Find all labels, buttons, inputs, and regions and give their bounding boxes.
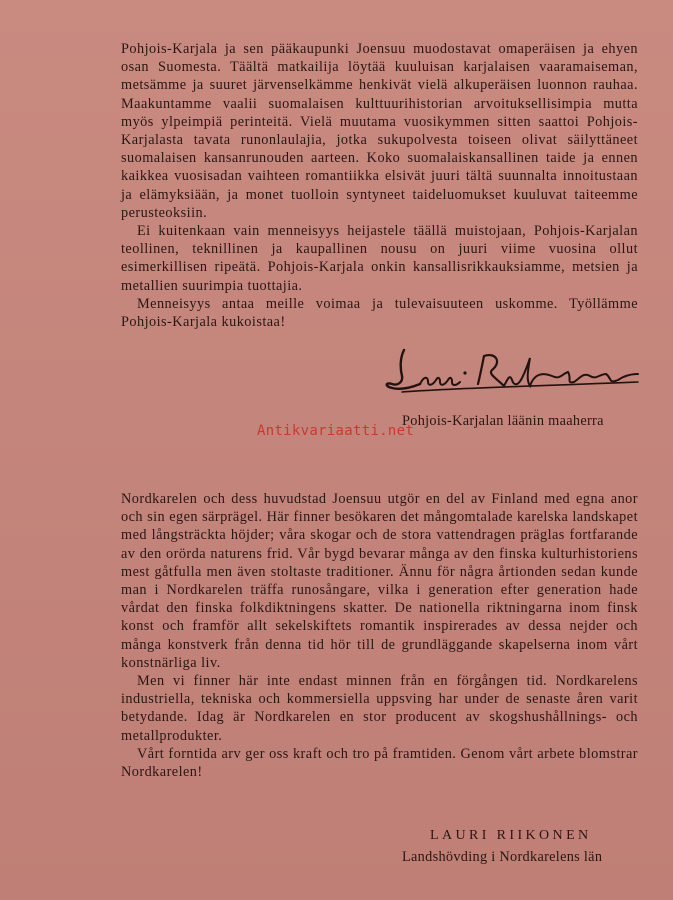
finnish-signer-title: Pohjois-Karjalan läänin maaherra bbox=[402, 413, 604, 429]
swedish-paragraph-1: Nordkarelen och dess huvudstad Joensuu utgör en del av Finland med egna anor och sin egen särprägel. Här finner besökaren det mångomtalade karelska landskapet med långsträckta höjder; våra skogar och de stora vattendragen präglas fortfarande av den orörda naturens frid. Vår bygd bevarar många av den finska kulturhistoriens mest gåtfulla men även stoltaste traditioner. Ännu för några årtionden sedan kunde man i Nordkarelen träffa runosångare, vilka i generation efter generation hade vårdat den finska folkdiktningens skatter. De nationella riktningarna inom finsk konst och framför allt sekelskiftets romantik inspirerades av dessa nejder och många konstverk från denna tid hör till de grundläggande skapelserna inom vårt konstnärliga liv. bbox=[121, 491, 638, 671]
signature-drawing bbox=[362, 344, 642, 404]
antikvariaatti-watermark: Antikvariaatti.net bbox=[257, 423, 415, 439]
finnish-paragraph-1: Pohjois-Karjala ja sen pääkaupunki Joensuu muodostavat omaperäisen ja ehyen osan Suomesta. Täältä matkailija löytää kuuluisan karjalaisen vaaramaiseman, metsämme ja suuret järvenselkämme henkivät vielä alkuperäisen luonnon rauhaa. Maakuntamme vaalii suomalaisen kulttuurihistorian arvoituksellisimpia mutta myös ylpeimpiä perinteitä. Vielä muutama vuosikymmen sitten saattoi Pohjois-Karjalasta tavata runonlaulajia, jotka sukupolvesta toiseen olivat säilyttäneet suomalaisen kansanrunouden aarteen. Koko suomalaiskansallinen taide ja ennen kaikkea vuosisadan vaihteen romantiikka elsivät juuri tältä suunnalta innoitustaan ja elämyksiään, ja monet tuolloin syntyneet taideluomukset kuuluvat taiteemme perusteoksiin. bbox=[121, 41, 638, 221]
swedish-paragraph-2: Men vi finner här inte endast minnen från en förgången tid. Nordkarelens industriella, tekniska och kommersiella uppsving har under de senaste åren varit betydande. Idag är Nordkarelen en stor producent av skogshushållnings- och metallprodukter. bbox=[121, 673, 638, 744]
swedish-foreword bbox=[121, 490, 638, 781]
swedish-signer-title: Landshövding i Nordkarelens län bbox=[402, 849, 603, 865]
handwritten-signature bbox=[362, 344, 642, 404]
finnish-paragraph-2: Ei kuitenkaan vain menneisyys heijastele täällä muistojaan, Pohjois-Karjalan teollinen, teknillinen ja kaupallinen nousu on juuri viime vuosina ollut esimerkillisen ripeätä. Pohjois-Karjala onkin kansallisrikkauksiamme, metsien ja metallien suurimpia tuottajia. bbox=[121, 223, 638, 294]
swedish-paragraph-3: Vårt forntida arv ger oss kraft och tro på framtiden. Genom vårt arbete blomstrar Nordkarelen! bbox=[121, 745, 638, 781]
finnish-foreword bbox=[121, 40, 638, 331]
swedish-signer-name: LAURI RIIKONEN bbox=[430, 828, 592, 843]
finnish-paragraph-3: Menneisyys antaa meille voimaa ja tulevaisuuteen uskomme. Työllämme Pohjois-Karjala kukoistaa! bbox=[121, 295, 638, 331]
